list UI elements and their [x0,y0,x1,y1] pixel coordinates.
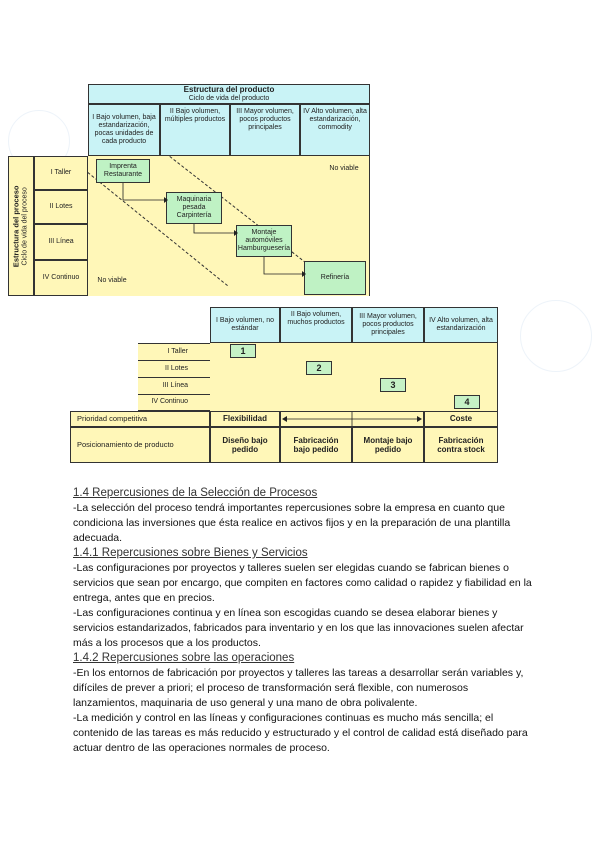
d1-row-header-4: IV Continuo [34,260,88,296]
d1-not-viable-bottom: No viable [97,276,127,284]
d1-box-maquinaria: Maquinaria pesada Carpintería [166,192,222,224]
product-process-matrix [8,84,370,296]
d2-flexibility-label: Flexibilidad [210,411,280,427]
d2-position-4: Fabricación contra stock [424,427,498,463]
d2-row-header-3: III Línea [138,377,210,394]
d1-row-header-1: I Taller [34,156,88,190]
d2-number-3: 3 [380,378,406,392]
section-heading-1-4-1: 1.4.1 Repercusiones sobre Bienes y Servicios [73,547,308,559]
d1-col-header-4: IV Alto volumen, alta estandarización, commodity [300,104,370,156]
d1-not-viable-top: No viable [329,164,359,172]
d2-number-2: 2 [306,361,332,375]
d2-col-header-2: II Bajo volumen, muchos productos [280,307,352,343]
d2-col-header-3: III Mayor volumen, pocos productos principales [352,307,424,343]
product-structure-title: Estructura del producto [183,85,275,95]
d1-col-header-1: I Bajo volumen, baja estandarización, pocas unidades de cada producto [88,104,160,156]
d2-col-header-4: IV Alto volumen, alta estandarización [424,307,498,343]
d1-arrows [8,84,370,296]
watermark-circle-right [520,300,592,372]
paragraph-2: -Las configuraciones por proyectos y talleres suelen ser elegidas cuando se fabrican bienes o servicios que sean por encargo, que compiten en factores como calidad o rapidez y fiabilidad en la entrega, antes que en precios. [73,562,532,604]
d2-number-1: 1 [230,344,256,358]
d1-box-refineria: Refinería [304,261,366,295]
d1-arrow-2 [194,224,234,233]
d1-box-imprenta: Imprenta Restaurante [96,159,150,183]
d2-position-3: Montaje bajo pedido [352,427,424,463]
process-structure-subtitle: Ciclo de vida del proceso [21,186,29,266]
process-structure-title: Estructura del proceso [11,185,21,267]
d1-col-header-2: II Bajo volumen, múltiples productos [160,104,230,156]
d1-box-montaje: Montaje automóviles Hamburguesería [236,225,292,257]
product-structure-subtitle: Ciclo de vida del producto [188,94,270,102]
paragraph-4: -En los entornos de fabricación por proyectos y talleres las tareas a desarrollar serán variables y, difíciles de prever a priori; el proceso de transformación será flexible, con numerosos lanzamientos, maquinaria de uso general y una mano de obra polivalente. [73,667,524,709]
d2-priority-label: Prioridad competitiva [70,411,210,427]
d2-positioning-label: Posicionamiento de producto [70,427,210,463]
d2-col-header-1: I Bajo volumen, no estándar [210,307,280,343]
d2-number-4: 4 [454,395,480,409]
section-heading-1-4: 1.4 Repercusiones de la Selección de Procesos [73,487,318,499]
section-heading-1-4-2: 1.4.2 Repercusiones sobre las operaciones [73,652,295,664]
paragraph-3: -Las configuraciones continua y en línea son escogidas cuando se desea elaborar bienes y servicios estandarizados, fabricados para inventario y en los que las innovaciones suelen afectar más a los procesos que a los productos. [73,607,524,649]
d2-row-header-4: IV Continuo [138,394,210,411]
d1-row-header-3: III Línea [34,224,88,260]
d1-col-header-3: III Mayor volumen, pocos productos principales [230,104,300,156]
priority-positioning-matrix [70,307,498,463]
d1-row-header-2: II Lotes [34,190,88,224]
d2-cost-label: Coste [424,411,498,427]
d1-arrow-3 [264,257,302,274]
d2-position-2: Fabricación bajo pedido [280,427,352,463]
d2-position-1: Diseño bajo pedido [210,427,280,463]
paragraph-1: -La selección del proceso tendrá importantes repercusiones sobre la empresa en cuanto que condiciona las inversiones que ésta realice en activos fijos y en la preparación de una plantilla adecuada. [73,502,511,544]
paragraph-5: -La medición y control en las líneas y configuraciones continuas es mucho más sencilla; el contenido de las tareas es más reducido y estructurado y el control de calidad está diseñado para actuar dentro de las operaciones normales de proceso. [73,712,528,754]
d2-row-header-1: I Taller [138,343,210,360]
d2-double-arrow [280,411,424,427]
d2-row-header-2: II Lotes [138,360,210,377]
d1-arrow-1 [123,183,164,200]
